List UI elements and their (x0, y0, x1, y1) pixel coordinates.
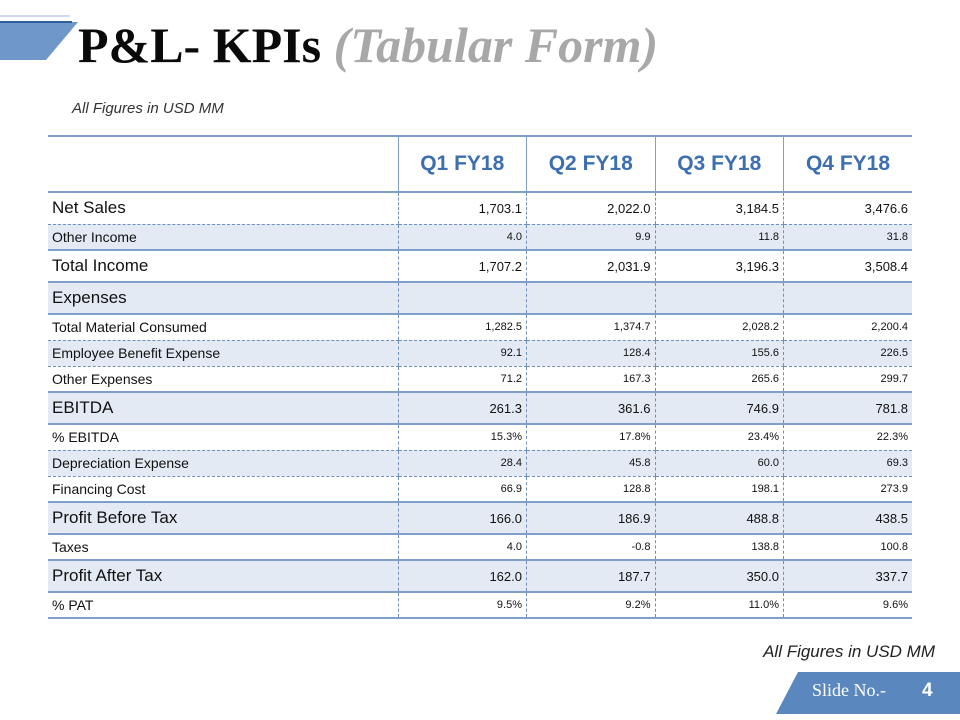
units-note-top: All Figures in USD MM (72, 100, 224, 117)
table-row (48, 192, 912, 224)
header-cell-blank (48, 136, 398, 192)
row-label-cell: Total Income (48, 250, 398, 282)
row-label-cell: % EBITDA (48, 424, 398, 450)
value-cell: 162.0 (398, 560, 527, 592)
value-cell: 128.8 (527, 476, 656, 502)
value-cell: 92.1 (398, 340, 527, 366)
value-cell: 22.3% (784, 424, 913, 450)
row-label-cell: Net Sales (48, 192, 398, 224)
value-cell: 4.0 (398, 534, 527, 560)
value-cell: 28.4 (398, 450, 527, 476)
table-row (48, 476, 912, 502)
value-cell: 71.2 (398, 366, 527, 392)
value-cell: 2,031.9 (527, 250, 656, 282)
value-cell: 488.8 (655, 502, 784, 534)
row-label-cell: EBITDA (48, 392, 398, 424)
row-label-cell: Profit After Tax (48, 560, 398, 592)
value-cell: 3,196.3 (655, 250, 784, 282)
value-cell: 155.6 (655, 340, 784, 366)
table-row (48, 224, 912, 250)
header-cell-q3: Q3 FY18 (655, 136, 784, 192)
value-cell: 3,476.6 (784, 192, 913, 224)
value-cell (784, 282, 913, 314)
table-row (48, 282, 912, 314)
row-label-cell: Expenses (48, 282, 398, 314)
value-cell: 186.9 (527, 502, 656, 534)
value-cell: 17.8% (527, 424, 656, 450)
value-cell: 2,028.2 (655, 314, 784, 340)
table-row (48, 502, 912, 534)
table-row (48, 340, 912, 366)
row-label-cell: % PAT (48, 592, 398, 618)
table-row (48, 592, 912, 618)
value-cell: 100.8 (784, 534, 913, 560)
title-subtitle: (Tabular Form) (333, 17, 659, 73)
value-cell: 1,282.5 (398, 314, 527, 340)
table-row (48, 392, 912, 424)
row-label-cell: Profit Before Tax (48, 502, 398, 534)
header-cell-q1: Q1 FY18 (398, 136, 527, 192)
table-header-row (48, 136, 912, 192)
value-cell (655, 282, 784, 314)
header-cell-q2: Q2 FY18 (527, 136, 656, 192)
value-cell: 1,374.7 (527, 314, 656, 340)
row-label-cell: Total Material Consumed (48, 314, 398, 340)
header-cell-q4: Q4 FY18 (784, 136, 913, 192)
table-row (48, 534, 912, 560)
value-cell: 9.2% (527, 592, 656, 618)
value-cell (398, 282, 527, 314)
row-label-cell: Taxes (48, 534, 398, 560)
table-row (48, 450, 912, 476)
value-cell: 4.0 (398, 224, 527, 250)
value-cell: 15.3% (398, 424, 527, 450)
value-cell: 9.9 (527, 224, 656, 250)
row-label-cell: Other Income (48, 224, 398, 250)
kpi-table (48, 135, 912, 619)
value-cell: 746.9 (655, 392, 784, 424)
table-row (48, 314, 912, 340)
value-cell: 167.3 (527, 366, 656, 392)
value-cell: 781.8 (784, 392, 913, 424)
page-title (78, 14, 658, 76)
row-label-cell: Employee Benefit Expense (48, 340, 398, 366)
value-cell: 2,022.0 (527, 192, 656, 224)
row-label-cell: Depreciation Expense (48, 450, 398, 476)
value-cell: 11.0% (655, 592, 784, 618)
slide-number: 4 (922, 680, 933, 701)
value-cell: 60.0 (655, 450, 784, 476)
value-cell: 128.4 (527, 340, 656, 366)
value-cell: 361.6 (527, 392, 656, 424)
value-cell: 45.8 (527, 450, 656, 476)
value-cell: 261.3 (398, 392, 527, 424)
title-accent-shape (0, 0, 80, 62)
table-row (48, 250, 912, 282)
value-cell: 226.5 (784, 340, 913, 366)
value-cell (527, 282, 656, 314)
value-cell: 1,703.1 (398, 192, 527, 224)
slide-number-badge (776, 672, 960, 714)
row-label-cell: Other Expenses (48, 366, 398, 392)
value-cell: 299.7 (784, 366, 913, 392)
value-cell: -0.8 (527, 534, 656, 560)
table-row (48, 366, 912, 392)
value-cell: 198.1 (655, 476, 784, 502)
value-cell: 265.6 (655, 366, 784, 392)
title-main: P&L- KPIs (78, 17, 322, 73)
value-cell: 138.8 (655, 534, 784, 560)
value-cell: 350.0 (655, 560, 784, 592)
value-cell: 3,184.5 (655, 192, 784, 224)
value-cell: 66.9 (398, 476, 527, 502)
value-cell: 337.7 (784, 560, 913, 592)
slide-label: Slide No.- (812, 680, 886, 700)
value-cell: 2,200.4 (784, 314, 913, 340)
value-cell: 166.0 (398, 502, 527, 534)
value-cell: 11.8 (655, 224, 784, 250)
value-cell: 69.3 (784, 450, 913, 476)
units-note-bottom: All Figures in USD MM (763, 642, 935, 661)
value-cell: 31.8 (784, 224, 913, 250)
table-row (48, 560, 912, 592)
value-cell: 9.6% (784, 592, 913, 618)
value-cell: 1,707.2 (398, 250, 527, 282)
value-cell: 438.5 (784, 502, 913, 534)
value-cell: 3,508.4 (784, 250, 913, 282)
value-cell: 273.9 (784, 476, 913, 502)
value-cell: 9.5% (398, 592, 527, 618)
row-label-cell: Financing Cost (48, 476, 398, 502)
value-cell: 23.4% (655, 424, 784, 450)
table-row (48, 424, 912, 450)
value-cell: 187.7 (527, 560, 656, 592)
